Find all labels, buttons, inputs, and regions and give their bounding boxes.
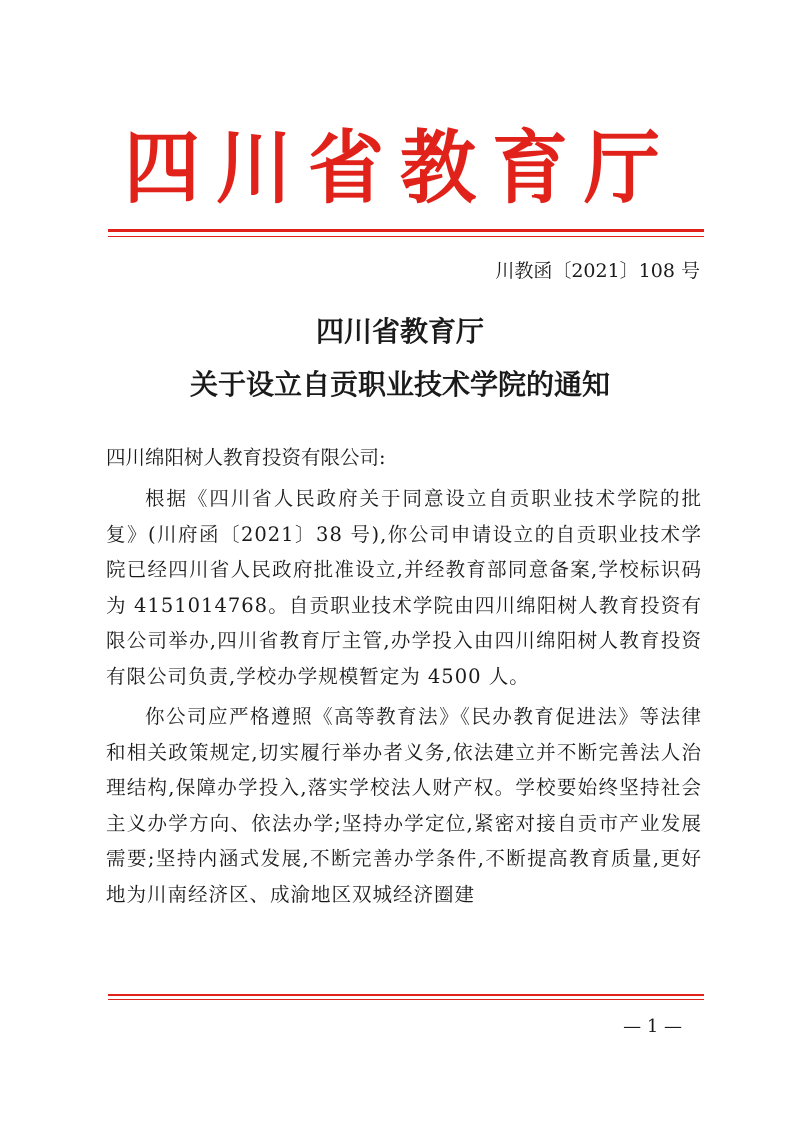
letterhead-rule-thin bbox=[108, 236, 704, 237]
footer-rule-thick bbox=[108, 994, 704, 996]
document-title-line-1: 四川省教育厅 bbox=[315, 315, 484, 348]
body-paragraph-1: 根据《四川省人民政府关于同意设立自贡职业技术学院的批复》(川府函〔2021〕38 号),你公司申请设立的自贡职业技术学院已经四川省人民政府批准设立,并经教育部同意备案,学校标识码为 4151014768。自贡职业技术学院由四川绵阳树人教育投资有限公司举办,四川省教育厅主管,办学投入由四川绵阳树人教育投资有限公司负责,学校办学规模暂定为 4500 人。 bbox=[106, 487, 702, 688]
letterhead-rule-thick bbox=[108, 229, 704, 232]
page-number: — 1 — bbox=[623, 1016, 682, 1037]
letterhead-title: 四川省教育厅 bbox=[124, 120, 676, 215]
document-title-line-2: 关于设立自贡职业技术学院的通知 bbox=[189, 368, 610, 401]
body-paragraph-2: 你公司应严格遵照《高等教育法》《民办教育促进法》等法律和相关政策规定,切实履行举办者义务,依法建立并不断完善法人治理结构,保障办学投入,落实学校法人财产权。学校要始终坚持社会主义办学方向、依法办学;坚持办学定位,紧密对接自贡市产业发展需要;坚持内涵式发展,不断完善办学条件,不断提高教育质量,更好地为川南经济区、成渝地区双城经济圈建 bbox=[106, 705, 702, 906]
body-text bbox=[106, 481, 702, 917]
addressee: 四川绵阳树人教育投资有限公司: bbox=[106, 446, 386, 469]
document-number: 川教函〔2021〕108 号 bbox=[495, 260, 700, 282]
footer-rule-thin bbox=[108, 999, 704, 1000]
